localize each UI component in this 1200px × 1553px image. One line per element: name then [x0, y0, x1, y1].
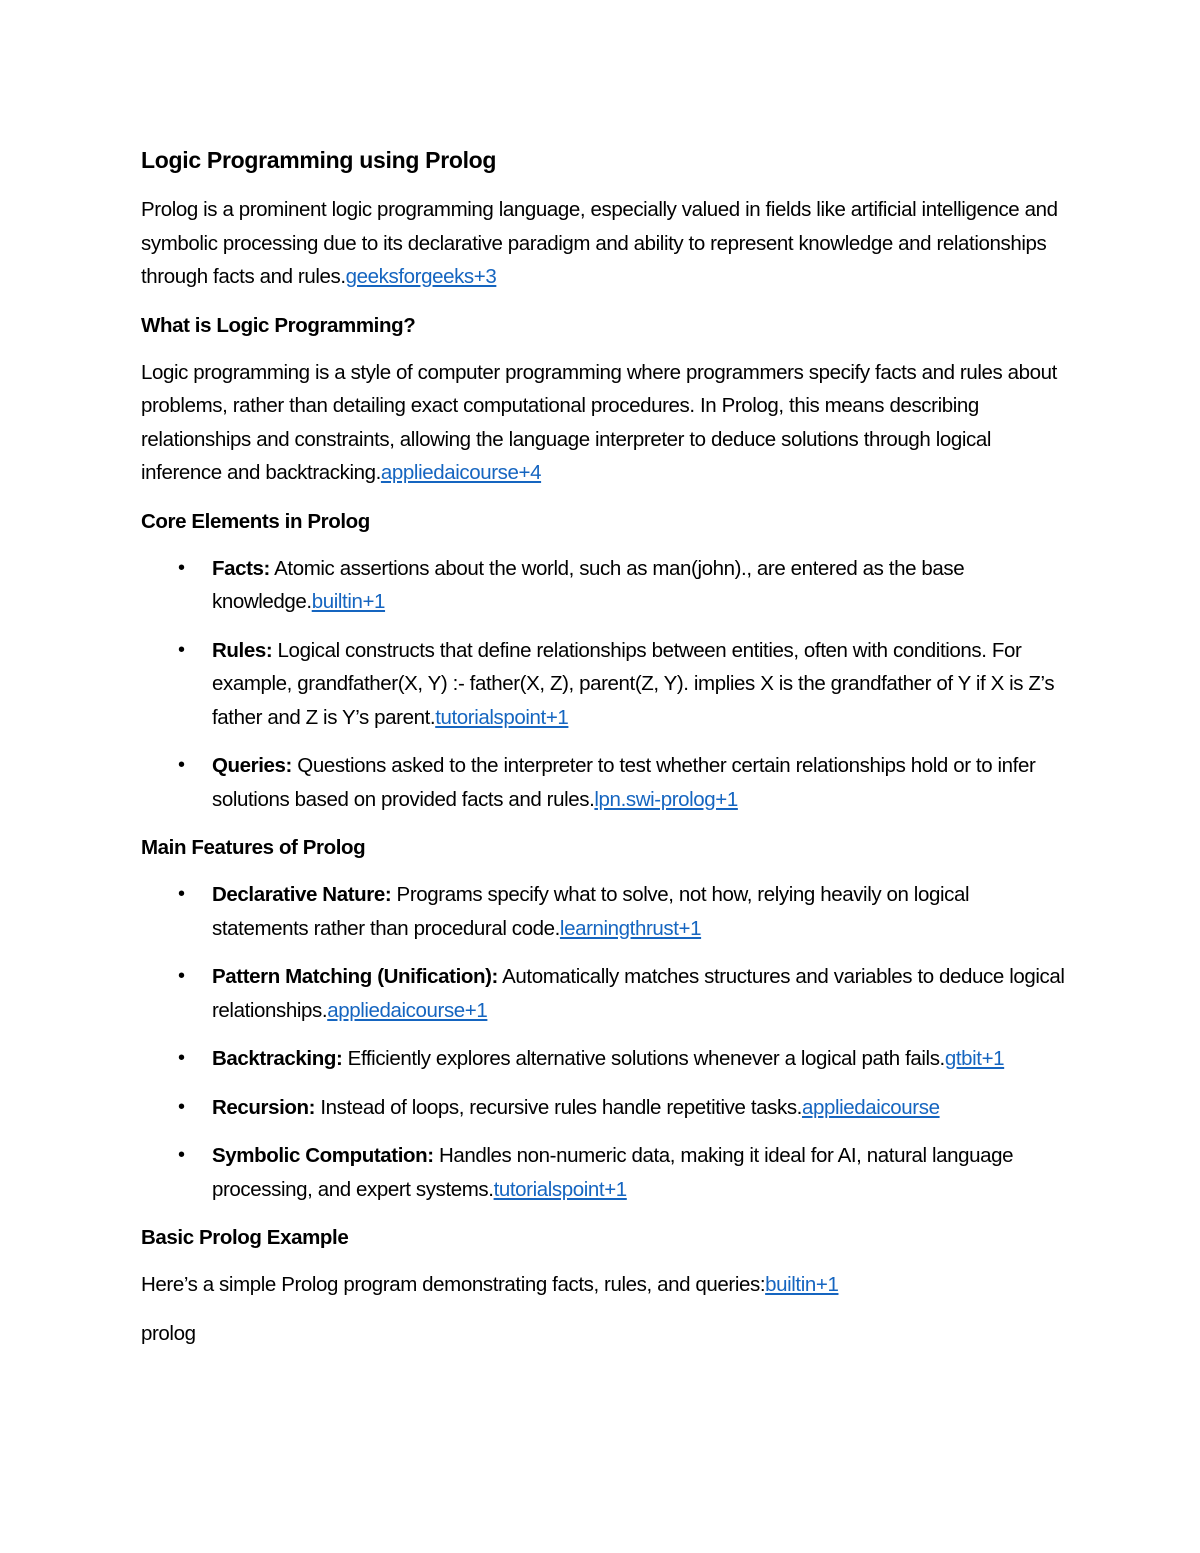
list-item: • Facts: Atomic assertions about the world, such as man(john)., are entered as the base knowledge.builtin+1 — [212, 552, 1066, 619]
citation-link[interactable]: tutorialspoint+1 — [435, 705, 569, 729]
list-item: • Declarative Nature: Programs specify what to solve, not how, relying heavily on logical statements rather than procedural code.learningthrust+1 — [212, 878, 1066, 945]
section-heading: Core Elements in Prolog — [141, 509, 370, 533]
document-page — [141, 143, 1066, 1365]
section-heading: Main Features of Prolog — [141, 836, 366, 859]
section-heading: What is Logic Programming? — [141, 313, 416, 337]
citation-link[interactable]: appliedaicourse+1 — [327, 998, 488, 1022]
document-title: Logic Programming using Prolog — [141, 147, 497, 173]
paragraph: Logic programming is a style of computer programming where programmers specify facts and rules about problems, rather than detailing exact computational procedures. In Prolog, this means describing relationships and constraints, allowing the language interpreter to deduce solutions through logical inference and backtracking.appliedaicourse+4 — [141, 360, 1057, 484]
paragraph: Here’s a simple Prolog program demonstrating facts, rules, and queries:builtin+1 — [141, 1273, 839, 1296]
list-item: • Rules: Logical constructs that define relationships between entities, often with conditions. For example, grandfather(X, Y) :- father(X, Z), parent(Z, Y). implies X is the grandfather of Y if X is Z’s father and Z is Y’s parent.tutorialspoint+1 — [212, 634, 1066, 735]
code-language-label: prolog — [141, 1321, 196, 1345]
features-list — [141, 878, 1066, 1206]
core-elements-list — [141, 552, 1066, 817]
list-item: • Pattern Matching (Unification): Automatically matches structures and variables to deduce logical relationships.appliedaicourse+1 — [212, 960, 1066, 1027]
citation-link[interactable]: appliedaicourse+4 — [380, 461, 542, 484]
list-item: • Queries: Questions asked to the interpreter to test whether certain relationships hold or to infer solutions based on provided facts and rules.lpn.swi-prolog+1 — [212, 749, 1066, 816]
citation-link[interactable]: lpn.swi-prolog+1 — [594, 787, 738, 811]
intro-paragraph: Prolog is a prominent logic programming language, especially valued in fields like artificial intelligence and symbolic processing due to its declarative paradigm and ability to represent knowledge and relationships through facts and rules.geeksforgeeks+3 — [141, 198, 1058, 288]
citation-link[interactable]: tutorialspoint+1 — [493, 1177, 627, 1201]
citation-link[interactable]: builtin+1 — [311, 590, 386, 613]
list-item: • Recursion: Instead of loops, recursive rules handle repetitive tasks.appliedaicourse — [212, 1091, 1066, 1125]
citation-link[interactable]: builtin+1 — [765, 1273, 839, 1296]
citation-link[interactable]: gtbit+1 — [944, 1047, 1005, 1070]
list-item: • Backtracking: Efficiently explores alternative solutions whenever a logical path fails.gtbit+1 — [212, 1042, 1066, 1076]
citation-link[interactable]: geeksforgeeks+3 — [345, 265, 497, 288]
section-heading: Basic Prolog Example — [141, 1226, 349, 1249]
list-item: • Symbolic Computation: Handles non-numeric data, making it ideal for AI, natural language processing, and expert systems.tutorialspoint+1 — [212, 1139, 1066, 1206]
citation-link[interactable]: appliedaicourse — [801, 1095, 940, 1119]
citation-link[interactable]: learningthrust+1 — [559, 916, 702, 940]
